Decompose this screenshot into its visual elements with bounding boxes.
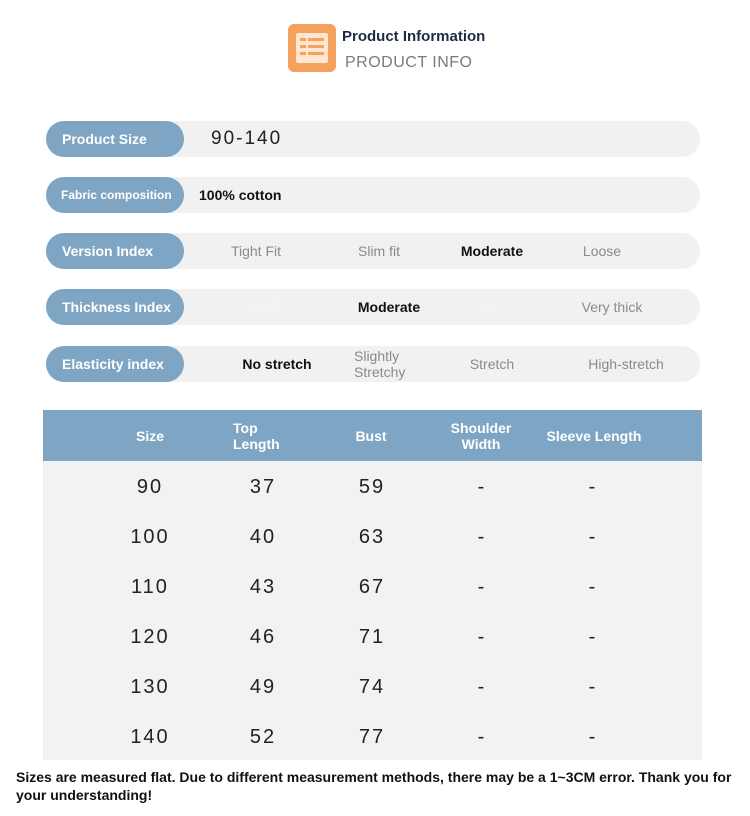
cell-size: 120 <box>130 625 170 648</box>
header-bust: Bust <box>355 427 387 444</box>
cell-size: 100 <box>130 525 170 548</box>
header-shoulder-width: Shoulder Width <box>450 419 512 452</box>
cell-sleeve-length: - <box>588 525 598 548</box>
cell-bust: 67 <box>358 575 386 598</box>
option-thick: 厚 <box>479 298 497 318</box>
attr-row-elasticity-index <box>46 346 700 382</box>
option-thin: 偏薄 <box>246 298 282 318</box>
table-row <box>43 612 702 662</box>
option-high-stretch: High-stretch <box>588 356 664 372</box>
attr-value: 90-140 <box>211 128 283 149</box>
cell-bust: 59 <box>358 475 386 498</box>
cell-size: 90 <box>136 475 164 498</box>
table-row <box>43 562 702 612</box>
header-top-length: Top Length <box>233 419 280 452</box>
product-info-header <box>288 24 588 76</box>
cell-shoulder-width: - <box>477 525 487 548</box>
cell-sleeve-length: - <box>588 625 598 648</box>
cell-size: 130 <box>130 675 170 698</box>
header-size: Size <box>135 427 164 444</box>
header-sleeve-length: Sleeve Length <box>546 427 642 444</box>
cell-shoulder-width: - <box>477 675 487 698</box>
option-no-stretch-selected: No stretch <box>242 356 312 372</box>
option-slightly-stretchy: Slightly Stretchy <box>354 348 406 380</box>
attr-label: Elasticity index <box>46 346 184 382</box>
cell-sleeve-length: - <box>588 575 598 598</box>
attr-row-thickness-index <box>46 289 700 325</box>
table-row <box>43 512 702 562</box>
document-list-icon <box>288 24 336 72</box>
option-stretch: Stretch <box>469 356 515 372</box>
attr-label: Thickness Index <box>46 289 184 325</box>
cell-top-length: 40 <box>249 525 277 548</box>
cell-top-length: 49 <box>249 675 277 698</box>
option-slim-fit: Slim fit <box>358 243 400 259</box>
option-loose: Loose <box>582 243 622 259</box>
measurement-note: Sizes are measured flat. Due to different measurement methods, there may be a 1~3CM error. Thank you for your understanding! <box>16 769 732 803</box>
cell-sleeve-length: - <box>588 675 598 698</box>
size-table <box>43 410 702 760</box>
cell-top-length: 52 <box>249 725 277 748</box>
header-title: Product Information <box>342 28 486 45</box>
cell-size: 140 <box>130 725 170 748</box>
cell-size: 110 <box>131 575 169 598</box>
option-moderate-selected: Moderate <box>357 299 421 315</box>
cell-sleeve-length: - <box>588 475 598 498</box>
table-header <box>43 410 702 461</box>
attr-row-fabric <box>46 177 700 213</box>
option-tight-fit: Tight Fit <box>230 243 282 259</box>
table-row <box>43 462 702 512</box>
option-very-thick: Very thick <box>581 299 643 315</box>
attr-label: Fabric composition <box>46 177 184 213</box>
cell-top-length: 37 <box>249 475 277 498</box>
table-row <box>43 662 702 712</box>
cell-sleeve-length: - <box>588 725 598 748</box>
attr-value: 100% cotton <box>199 187 282 203</box>
cell-top-length: 46 <box>249 625 277 648</box>
cell-shoulder-width: - <box>477 475 487 498</box>
attr-label: Version Index <box>46 233 184 269</box>
table-row <box>43 712 702 762</box>
option-moderate-selected: Moderate <box>460 243 524 259</box>
attr-row-version-index <box>46 233 700 269</box>
cell-bust: 71 <box>358 625 386 648</box>
cell-bust: 74 <box>358 675 386 698</box>
cell-bust: 77 <box>358 725 386 748</box>
cell-shoulder-width: - <box>477 625 487 648</box>
attr-row-product-size <box>46 121 700 157</box>
cell-top-length: 43 <box>249 575 277 598</box>
cell-shoulder-width: - <box>477 575 487 598</box>
attr-label: Product Size <box>46 121 184 157</box>
cell-bust: 63 <box>358 525 386 548</box>
cell-shoulder-width: - <box>477 725 487 748</box>
header-subtitle: PRODUCT INFO <box>345 54 473 71</box>
